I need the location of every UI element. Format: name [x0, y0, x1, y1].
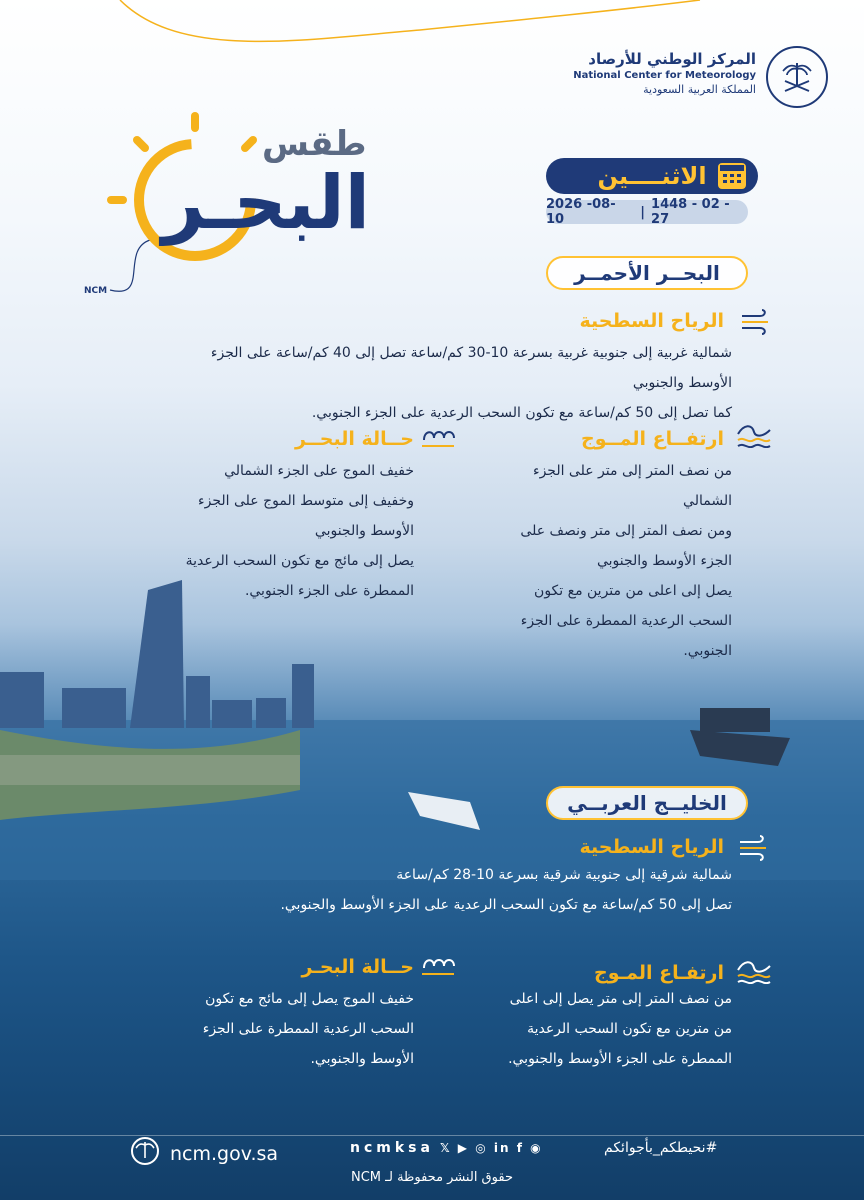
red-sea-wave-text: من نصف المتر إلى متر على الجزء الشمالي ومن نصف المتر إلى متر ونصف على الجزء الأوسط والجنوبي يصل إلى اعلى من مترين مع تكون السحب الرعدية الممطرة على الجزء الجنوبي. — [520, 463, 732, 659]
handle-text: ncmksa — [350, 1140, 434, 1156]
palm-swords-icon — [766, 46, 828, 108]
date-badge — [546, 197, 748, 227]
website-link[interactable] — [130, 1136, 278, 1171]
day-badge: الاثنــــين — [546, 158, 758, 194]
red-sea-label: البحــر الأحمــر — [546, 256, 748, 290]
city-skyline-image — [0, 580, 864, 880]
gulf-wave-title: ارتفـاع المـوج — [594, 962, 724, 984]
gulf-winds-text: شمالية شرقية إلى جنوبية شرقية بسرعة 10-28 كم/ساعة تصل إلى 50 كم/ساعة مع تكون السحب الرعدية على الجزء الأوسط والجنوبي. — [280, 867, 732, 913]
date-hijri: 1448 - 02 - 27 — [651, 197, 730, 227]
red-sea-sea-text: خفيف الموج على الجزء الشمالي وخفيف إلى متوسط الموج على الجزء الأوسط والجنوبي يصل إلى مائج مع تكون السحب الرعدية الممطرة على الجزء الجنوبي. — [185, 463, 414, 599]
gulf-label: الخليــج العربــي — [546, 786, 748, 820]
date-gregorian: 2026 -08- 10 — [546, 197, 616, 227]
date-separator: | — [640, 204, 646, 220]
website-text: ncm.gov.sa — [170, 1142, 279, 1165]
org-name-en: National Center for Meteorology — [573, 70, 756, 81]
hashtag: #نحيطكم_بأجوائكم — [604, 1140, 718, 1156]
title-small: طقس — [262, 124, 367, 164]
page-title: البحـر — [162, 160, 371, 246]
ncm-logo — [548, 44, 828, 110]
gulf-sea-title: حــالة البحـر — [301, 956, 414, 978]
social-handle[interactable] — [350, 1140, 543, 1156]
ncm-mark: NCM — [84, 286, 108, 296]
country-name: المملكة العربية السعودية — [643, 83, 756, 96]
red-sea-winds-title: الرياح السطحية — [579, 310, 724, 332]
calendar-icon — [718, 163, 746, 189]
wind-icon — [738, 308, 774, 336]
wave-icon — [736, 420, 772, 448]
red-sea-wave-title: ارتفــاع المــوج — [581, 428, 724, 450]
social-icons: 𝕏 ▶ ◎ in f ◉ — [439, 1141, 543, 1155]
gulf-wave-text: من نصف المتر إلى متر يصل إلى اعلى من مترين مع تكون السحب الرعدية الممطرة على الجزء الأوسط والجنوبي. — [508, 991, 732, 1067]
gulf-sea-text: خفيف الموج يصل إلى مائج مع تكون السحب الرعدية الممطرة على الجزء الأوسط والجنوبي. — [202, 991, 414, 1067]
org-name-ar: المركز الوطني للأرصاد — [588, 50, 756, 68]
red-sea-sea-title: حــالة البحــر — [295, 428, 414, 450]
gulf-winds-title: الرياح السطحية — [579, 836, 724, 858]
ncm-emblem-icon — [130, 1136, 160, 1171]
sea-state-icon — [420, 952, 456, 980]
copyright-text: حقوق النشر محفوظة لـ NCM — [351, 1170, 513, 1185]
red-sea-winds-text: شمالية غربية إلى جنوبية غربية بسرعة 10-30 كم/ساعة تصل إلى 40 كم/ساعة على الجزء الأوسط والجنوبي كما تصل إلى 50 كم/ساعة مع تكون السحب الرعدية على الجزء الجنوبي. — [210, 345, 732, 421]
sea-state-icon — [420, 424, 456, 452]
wave-icon — [736, 956, 772, 984]
wind-icon — [736, 834, 772, 862]
